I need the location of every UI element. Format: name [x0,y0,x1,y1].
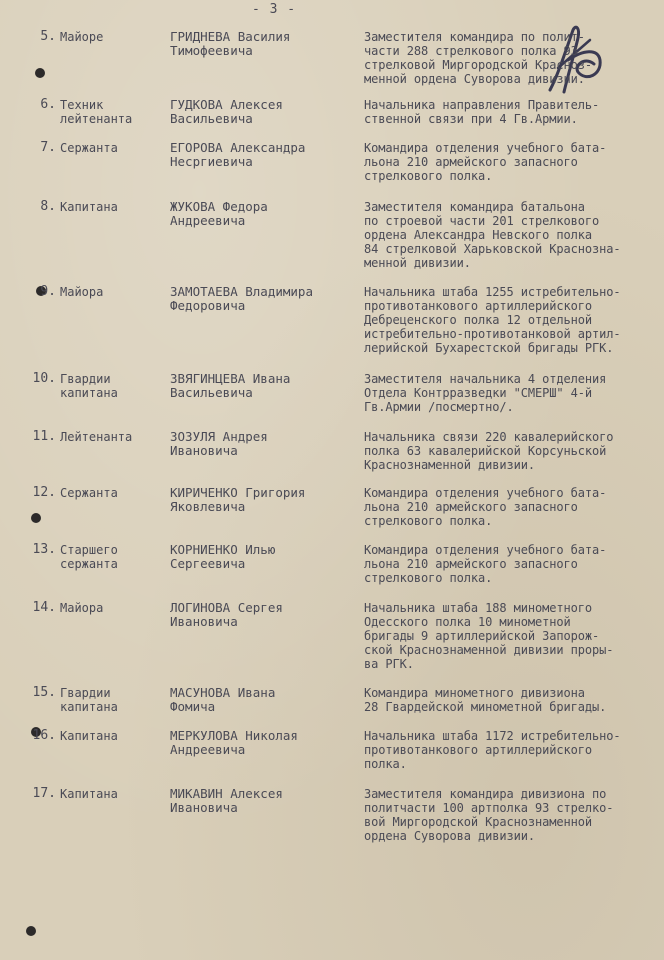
entry-number: 16. [32,728,56,743]
entry-position: Командира минометного дивизиона 28 Гвардейской минометной бригады. [364,686,607,714]
entry-name: ГУДКОВА Алексея Васильевича [170,97,283,126]
punch-hole-mark [31,513,41,523]
entry-name: ЗВЯГИНЦЕВА Ивана Васильевича [170,371,291,400]
entry-position: Командира отделения учебного бата- льона 210 армейского запасного стрелкового полка. [364,486,607,528]
punch-hole-mark [35,68,45,78]
entry-number: 5. [40,29,56,44]
entry-name: МИКАВИН Алексея Ивановича [170,786,283,815]
entry-number: 17. [32,786,56,801]
entry-rank: Майора [60,285,104,299]
entry-name: ГРИДНЕВА Василия Тимофеевича [170,29,291,58]
entry-rank: Сержанта [60,141,118,155]
entry-position: Начальника штаба 1255 истребительно- противотанкового артиллерийского Дебреценского полка 12 отдельной истребительно-противотанковой артил- лерийской Бухарестской бригады РГК. [364,285,621,355]
entry-name: ЖУКОВА Федора Андреевича [170,199,268,228]
entry-rank: Сержанта [60,486,118,500]
punch-hole-mark [26,926,36,936]
entry-number: 12. [32,485,56,500]
entry-rank: Майоре [60,30,104,44]
entry-position: Заместителя командира дивизиона по политчасти 100 артполка 93 стрелко- вой Миргородской Краснознаменной ордена Суворова дивизии. [364,787,614,843]
entry-rank: Гвардии капитана [60,686,118,714]
entry-position: Начальника штаба 188 минометного Одесского полка 10 минометной бригады 9 артиллерийской Запорож- ской Краснознаменной дивизии проры- ва РГК. [364,601,614,671]
entry-name: КОРНИЕНКО Илью Сергеевича [170,542,276,571]
entry-position: Заместителя командира по полит- части 288 стрелкового полка 93 стрелковой Миргородской Красноз- менной ордена Суворова дивизии. [364,30,592,86]
entry-rank: Гвардии капитана [60,372,118,400]
page-number: - 3 - [252,2,297,17]
entry-position: Начальника связи 220 кавалерийского полка 63 кавалерийской Корсуньской Краснознаменной дивизии. [364,430,614,472]
entry-name: ЕГОРОВА Александра Несргиевича [170,140,306,169]
entry-name: МЕРКУЛОВА Николая Андреевича [170,728,298,757]
entry-rank: Старшего сержанта [60,543,118,571]
entry-position: Заместителя командира батальона по строевой части 201 стрелкового ордена Александра Невского полка 84 стрелковой Харьковской Краснозна- менной дивизии. [364,200,621,270]
entry-number: 10. [32,371,56,386]
entry-position: Заместителя начальника 4 отделения Отдела Контрразведки "СМЕРШ" 4-й Гв.Армии /посмертно/. [364,372,607,414]
entry-position: Командира отделения учебного бата- льона 210 армейского запасного стрелкового полка. [364,543,607,585]
entry-position: Командира отделения учебного бата- льона 210 армейского запасного стрелкового полка. [364,141,607,183]
entry-number: 13. [32,542,56,557]
entry-number: 8. [40,199,56,214]
entry-name: ЗОЗУЛЯ Андрея Ивановича [170,429,268,458]
entry-rank: Майора [60,601,104,615]
entry-number: 6. [40,97,56,112]
entry-name: КИРИЧЕНКО Григория Яковлевича [170,485,306,514]
entry-name: МАСУНОВА Ивана Фомича [170,685,276,714]
entry-number: 15. [32,685,56,700]
entry-number: 11. [32,429,56,444]
entry-number: 9. [40,284,56,299]
entry-rank: Техник лейтенанта [60,98,133,126]
entry-number: 14. [32,600,56,615]
entry-number: 7. [40,140,56,155]
entry-name: ЛОГИНОВА Сергея Ивановича [170,600,283,629]
entry-rank: Капитана [60,729,118,743]
entry-rank: Капитана [60,787,118,801]
entry-position: Начальника штаба 1172 истребительно- противотанкового артиллерийского полка. [364,729,621,771]
entry-rank: Лейтенанта [60,430,133,444]
entry-position: Начальника направления Правитель- ственной связи при 4 Гв.Армии. [364,98,600,126]
entry-rank: Капитана [60,200,118,214]
entry-name: ЗАМОТАЕВА Владимира Федоровича [170,284,313,313]
